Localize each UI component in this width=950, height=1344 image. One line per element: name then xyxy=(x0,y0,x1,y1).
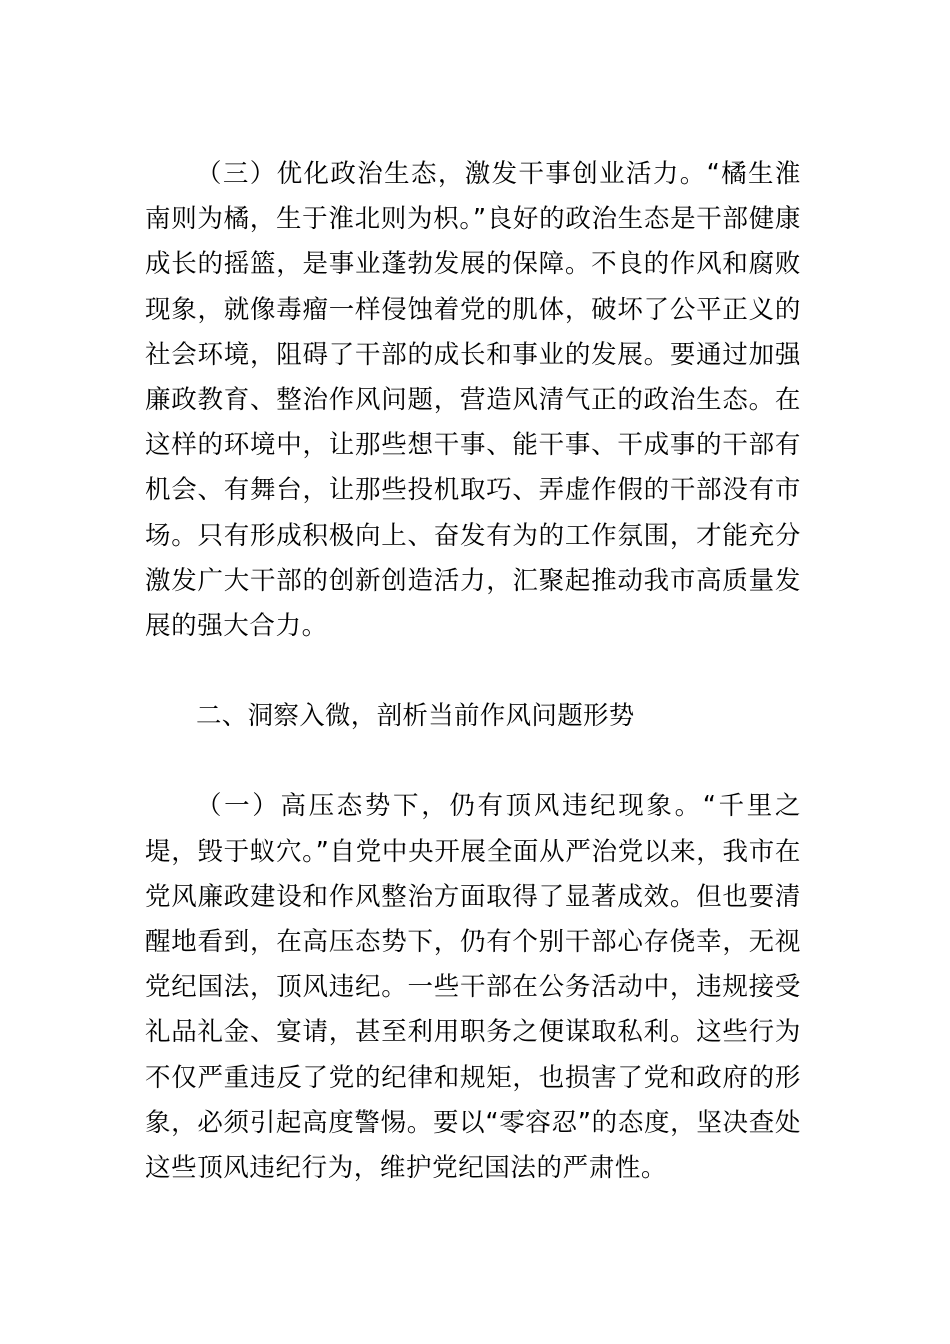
section-heading-style-problems: 二、洞察入微，剖析当前作风问题形势 xyxy=(196,701,635,732)
paragraph-optimize-political-ecology: （三）优化政治生态，激发干事创业活力。“橘生淮南则为橘，生于淮北则为枳。”良好的政治生态是干部健康成长的摇篮，是事业蓬勃发展的保障。不良的作风和腐败现象，就像毒瘤一样侵蚀着党的肌体，破坏了公平正义的社会环境，阻碍了干部的成长和事业的发展。要通过加强廉政教育、整治作风问题，营造风清气正的政治生态。在这样的环境中，让那些想干事、能干事、干成事的干部有机会、有舞台，让那些投机取巧、弄虚作假的干部没有市场。只有形成积极向上、奋发有为的工作氛围，才能充分激发广大干部的创新创造活力，汇聚起推动我市高质量发展的强大合力。 xyxy=(145,159,801,642)
paragraph-spacer xyxy=(145,649,801,694)
paragraph-violations-under-pressure: （一）高压态势下，仍有顶风违纪现象。“千里之堤，毁于蚁穴。”自党中央开展全面从严治党以来，我市在党风廉政建设和作风整治方面取得了显著成效。但也要清醒地看到，在高压态势下，仍有个别干部心存侥幸，无视党纪国法，顶风违纪。一些干部在公务活动中，违规接受礼品礼金、宴请，甚至利用职务之便谋取私利。这些行为不仅严重违反了党的纪律和规矩，也损害了党和政府的形象，必须引起高度警惕。要以“零容忍”的态度，坚决查处这些顶风违纪行为，维护党纪国法的严肃性。 xyxy=(145,791,801,1184)
paragraph-spacer xyxy=(145,739,801,784)
document-body xyxy=(145,152,801,1191)
